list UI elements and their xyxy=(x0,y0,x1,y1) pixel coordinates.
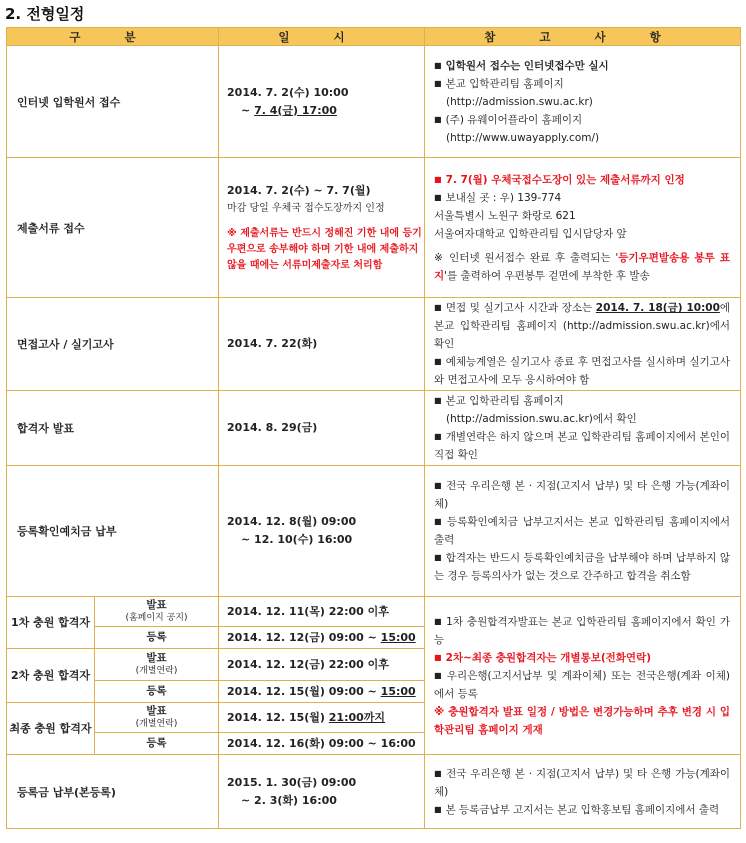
header-category: 구 분 xyxy=(7,28,219,46)
date-cell xyxy=(219,755,425,829)
date-text: 2014. 12. 15(월) xyxy=(227,710,329,724)
sub-label: 발표 xyxy=(146,598,167,611)
note-item xyxy=(434,765,730,801)
date-cell: 2014. 12. 11(목) 22:00 이후 xyxy=(219,597,425,627)
note-text: 2차~최종 충원합격자는 개별통보(전화연락) xyxy=(445,651,652,664)
schedule-table xyxy=(6,27,741,829)
sub-announce xyxy=(95,597,219,627)
bullet-icon: ■ xyxy=(434,804,442,814)
bullet-icon: ■ xyxy=(434,553,442,562)
header-date: 일 시 xyxy=(219,28,425,46)
category-cell: 등록금 납부(본등록) xyxy=(7,755,219,829)
note-item xyxy=(434,477,730,513)
note-item xyxy=(434,549,730,585)
note-text: 등록확인예치금 납부고지서는 본교 입학관리팀 홈페이지에서 출력 xyxy=(434,516,731,546)
waitlist-group-1: 1차 충원 합격자 xyxy=(7,597,95,649)
note-text: 보내실 곳 : 우) 139-774 xyxy=(445,191,562,204)
note-item xyxy=(434,57,730,75)
date-deadline: 15:00 xyxy=(380,684,416,698)
date-cell xyxy=(219,46,425,158)
notes-cell xyxy=(425,755,741,829)
note-link: (http://www.uwayapply.com/) xyxy=(446,131,600,144)
bullet-icon: ■ xyxy=(434,192,442,202)
note-item xyxy=(434,649,730,667)
note-item xyxy=(434,299,730,353)
table-row-deposit xyxy=(7,466,741,597)
note-text: 에 본교 입학관리팀 홈페이지 (http://admission.swu.ac.kr)에서 확인 xyxy=(434,302,731,350)
note-text: 전국 우리은행 본 · 지점(고지서 납부) 및 타 은행 가능(계좌이체) xyxy=(434,767,731,798)
note-link: (http://admission.swu.ac.kr) xyxy=(446,95,593,108)
sub-announce xyxy=(95,703,219,733)
bullet-icon: ■ xyxy=(434,114,442,124)
date-deadline: 7. 4(금) 17:00 xyxy=(254,103,337,117)
date-cell: 2014. 7. 22(화) xyxy=(219,298,425,391)
bullet-icon: ■ xyxy=(434,481,443,490)
date-line: 2014. 7. 2(수) ~ 7. 7(월) xyxy=(227,183,371,197)
table-row-tuition xyxy=(7,755,741,829)
note-text: 1차 충원합격자발표는 본교 입학관리팀 홈페이지에서 확인 가능 xyxy=(434,615,731,646)
category-cell: 등록확인예치금 납부 xyxy=(7,466,219,597)
date-cell xyxy=(219,627,425,649)
notes-cell xyxy=(425,597,741,755)
red-warning: ※ 제출서류는 반드시 정해진 기한 내에 등기우편으로 송부해야 하며 기한 내에 제출하지 않을 때에는 서류미제출자로 처리함 xyxy=(227,227,422,271)
note-text: 전국 우리은행 본 · 지점(고지서 납부) 및 타 은행 가능(계좌이체) xyxy=(434,480,731,510)
header-notes: 참 고 사 항 xyxy=(425,28,741,46)
table-row-result xyxy=(7,391,741,466)
note-item xyxy=(434,667,730,703)
category-cell: 인터넷 입학원서 접수 xyxy=(7,46,219,158)
note-text: 본교 입학관리팀 홈페이지 xyxy=(445,77,564,90)
notes-cell xyxy=(425,298,741,391)
notes-cell xyxy=(425,46,741,158)
note-item xyxy=(434,353,730,389)
bullet-icon: ■ xyxy=(434,652,442,662)
date-line: ~ 2. 3(화) 16:00 xyxy=(241,793,337,807)
table-row-internet xyxy=(7,46,741,158)
date-text: 2014. 12. 12(금) 09:00 ~ xyxy=(227,630,381,644)
note-text: '를 출력하여 우편봉투 겉면에 부착한 후 발송 xyxy=(444,269,650,282)
note-link: (http://admission.swu.ac.kr)에서 확인 xyxy=(446,413,637,425)
note-text: ※ 인터넷 원서접수 완료 후 출력되는 ' xyxy=(434,251,619,264)
notes-cell xyxy=(425,158,741,298)
bullet-icon: ■ xyxy=(434,78,442,88)
date-cell: 2014. 8. 29(금) xyxy=(219,391,425,466)
note-item xyxy=(434,189,730,207)
note-item xyxy=(434,392,730,410)
note-text: 우리은행(고지서납부 및 계좌이체) 또는 전국은행(계좌 이체)에서 등록 xyxy=(434,669,731,700)
note-text: (주) 유웨이어플라이 홈페이지 xyxy=(445,113,583,126)
bullet-icon: ■ xyxy=(434,174,442,184)
category-cell: 면접고사 / 실기고사 xyxy=(7,298,219,391)
sub-register: 등록 xyxy=(95,733,219,755)
sub-register: 등록 xyxy=(95,681,219,703)
sub-label: 발표 xyxy=(146,651,167,664)
bullet-icon: ■ xyxy=(434,303,442,312)
date-cell: 2014. 12. 16(화) 09:00 ~ 16:00 xyxy=(219,733,425,755)
bullet-icon: ■ xyxy=(434,670,443,680)
bullet-icon: ■ xyxy=(434,768,443,778)
waitlist-group-3: 최종 충원 합격자 xyxy=(7,703,95,755)
table-header-row xyxy=(7,28,741,46)
bullet-icon: ■ xyxy=(434,396,442,405)
date-note: 마감 당일 우체국 접수도장까지 인정 xyxy=(227,202,385,214)
table-row-docs xyxy=(7,158,741,298)
note-text: 예체능계열은 실기고사 종료 후 면접고사를 실시하며 실기고사와 면접고사에 모두 응시하여야 함 xyxy=(434,356,731,386)
section-title: 2. 전형일정 xyxy=(5,5,85,23)
table-row-waitlist1-announce xyxy=(7,597,741,627)
note-highlight: 2014. 7. 18(금) 10:00 xyxy=(595,302,720,314)
note-highlight: 등기우편발송용 봉투 표지 xyxy=(434,251,731,282)
note-text: 개별연락은 하지 않으며 본교 입학관리팀 홈페이지에서 본인이 직접 확인 xyxy=(434,431,731,461)
note-item xyxy=(434,249,730,285)
note-text: 입학원서 접수는 인터넷접수만 실시 xyxy=(445,59,609,72)
date-line: ~ 12. 10(수) 16:00 xyxy=(241,533,353,546)
table-row-interview xyxy=(7,298,741,391)
note-text: 7. 7(월) 우체국접수도장이 있는 제출서류까지 인정 xyxy=(445,173,685,186)
note-item xyxy=(434,75,730,93)
sub-detail: (홈페이지 공지) xyxy=(125,612,188,623)
notes-cell xyxy=(425,391,741,466)
date-line xyxy=(227,102,424,120)
date-cell xyxy=(219,466,425,597)
date-cell xyxy=(219,158,425,298)
date-cell xyxy=(219,703,425,733)
category-cell: 합격자 발표 xyxy=(7,391,219,466)
note-text: 합격자는 반드시 등록확인예치금을 납부해야 하며 납부하지 않는 경우 등록의사가 없는 것으로 간주하고 합격을 취소함 xyxy=(434,552,731,582)
sub-register: 등록 xyxy=(95,627,219,649)
sub-detail: (개별연락) xyxy=(135,718,178,729)
date-line: 2014. 7. 2(수) 10:00 xyxy=(227,85,349,99)
address-line: 서울특별시 노원구 화랑로 621 xyxy=(434,209,576,222)
date-cell: 2014. 12. 12(금) 22:00 이후 xyxy=(219,649,425,681)
note-text: 본 등록금납부 고지서는 본교 입학홍보팀 홈페이지에서 출력 xyxy=(445,803,720,816)
note-item xyxy=(434,801,730,819)
note-item xyxy=(434,513,730,549)
category-cell: 제출서류 접수 xyxy=(7,158,219,298)
bullet-icon: ■ xyxy=(434,616,443,626)
note-text: 본교 입학관리팀 홈페이지 xyxy=(445,395,564,407)
note-item xyxy=(434,613,730,649)
note-item xyxy=(434,428,730,464)
waitlist-group-2: 2차 충원 합격자 xyxy=(7,649,95,703)
date-deadline: 21:00까지 xyxy=(328,710,386,724)
bullet-icon: ■ xyxy=(434,60,442,70)
date-text: 2014. 12. 15(월) 09:00 ~ xyxy=(227,684,381,698)
bullet-icon: ■ xyxy=(434,432,442,441)
sub-label: 발표 xyxy=(146,704,167,717)
date-prefix: ~ xyxy=(241,103,255,117)
red-warning: ※ 충원합격자 발표 일정 / 방법은 변경가능하며 추후 변경 시 입학관리팀 홈페이지 게재 xyxy=(434,705,731,736)
note-text: 면접 및 실기고사 시간과 장소는 xyxy=(445,302,596,314)
sub-announce xyxy=(95,649,219,681)
notes-cell xyxy=(425,466,741,597)
date-line: 2015. 1. 30(금) 09:00 xyxy=(227,775,357,789)
date-cell xyxy=(219,681,425,703)
address-line: 서울여자대학교 입학관리팀 입시담당자 앞 xyxy=(434,227,627,240)
sub-detail: (개별연락) xyxy=(135,665,178,676)
note-item xyxy=(434,111,730,129)
date-deadline: 15:00 xyxy=(380,630,416,644)
note-item xyxy=(434,171,730,189)
date-line: 2014. 12. 8(월) 09:00 xyxy=(227,515,357,528)
bullet-icon: ■ xyxy=(434,357,442,366)
bullet-icon: ■ xyxy=(434,517,444,526)
